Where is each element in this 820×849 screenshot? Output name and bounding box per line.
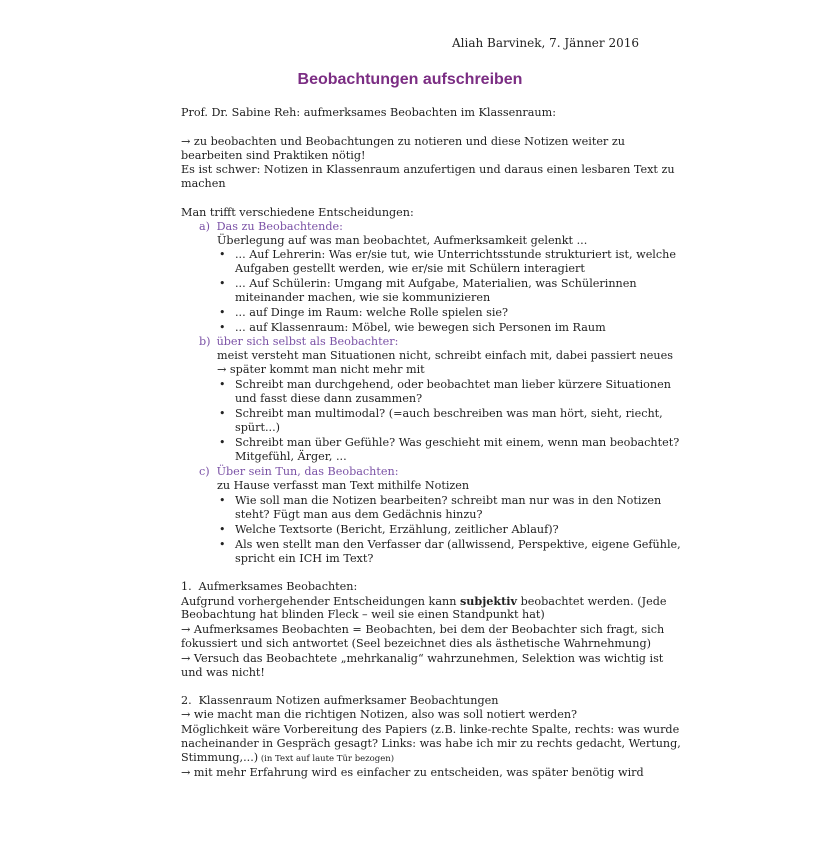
list-item: Welche Textsorte (Bericht, Erzählung, zeitlicher Ablauf)?: [235, 523, 559, 536]
list-item-cont: spricht ein ICH im Text?: [235, 552, 374, 565]
list-item: Schreibt man durchgehend, oder beobachtet man lieber kürzere Situationen: [235, 378, 671, 391]
paragraph-line: Es ist schwer: Notizen in Klassenraum anzufertigen und daraus einen lesbaren Text zu: [181, 163, 675, 176]
bullet-icon: •: [219, 538, 226, 551]
bullet-icon: •: [219, 523, 226, 536]
number-marker: 1.: [181, 580, 192, 593]
list-item-cont: Mitgefühl, Ärger, ...: [235, 450, 347, 463]
emphasis-text: subjektiv: [459, 594, 518, 608]
list-item-cont: Aufgaben gestellt werden, wie er/sie mit Schülern interagiert: [235, 262, 585, 275]
list-item-cont: miteinander machen, wie sie kommunizieren: [235, 291, 491, 304]
bullet-icon: •: [219, 407, 226, 420]
decisions-heading: Man trifft verschiedene Entscheidungen:: [181, 206, 414, 219]
numbered-heading-text: Aufmerksames Beobachten:: [198, 580, 358, 593]
section-marker: a): [199, 220, 211, 233]
number-marker: 2.: [181, 694, 192, 707]
bullet-icon: •: [219, 321, 226, 334]
numbered-heading-2: [181, 694, 498, 708]
bullet-icon: •: [219, 378, 226, 391]
paragraph-line: [181, 751, 394, 766]
author-date: Aliah Barvinek, 7. Jänner 2016: [452, 36, 639, 50]
list-item: Wie soll man die Notizen bearbeiten? schreibt man nur was in den Notizen: [235, 494, 662, 507]
list-item: Als wen stellt man den Verfasser dar (allwissend, Perspektive, eigene Gefühle,: [235, 538, 681, 551]
list-item: Schreibt man multimodal? (=auch beschreiben was man hört, sieht, riecht,: [235, 407, 663, 420]
list-item: ... auf Dinge im Raum: welche Rolle spielen sie?: [235, 306, 509, 319]
list-item: ... auf Klassenraum: Möbel, wie bewegen sich Personen im Raum: [235, 321, 606, 334]
paragraph-line: Beobachtung hat blinden Fleck – weil sie einen Standpunkt hat): [181, 608, 545, 621]
section-heading-text: Über sein Tun, das Beobachten:: [216, 465, 399, 478]
paragraph-line: → Aufmerksames Beobachten = Beobachten, bei dem der Beobachter sich fragt, sich: [181, 623, 665, 636]
bullet-icon: •: [219, 277, 226, 290]
bullet-icon: •: [219, 494, 226, 507]
section-b-heading: [199, 335, 398, 349]
intro-line: Prof. Dr. Sabine Reh: aufmerksames Beobachten im Klassenraum:: [181, 106, 557, 119]
list-item-cont: und fasst diese dann zusammen?: [235, 392, 423, 405]
text-span: Stimmung,...): [181, 751, 259, 764]
paragraph-line: → wie macht man die richtigen Notizen, also was soll notiert werden?: [181, 708, 578, 721]
paragraph-line: Möglichkeit wäre Vorbereitung des Papiers (z.B. linke-rechte Spalte, rechts: was wurde: [181, 723, 680, 736]
section-b-arrow: → später kommt man nicht mehr mit: [217, 363, 425, 376]
paragraph-line: und was nicht!: [181, 666, 265, 679]
bullet-icon: •: [219, 306, 226, 319]
paragraph-line: → Versuch das Beobachtete „mehrkanalig“ wahrzunehmen, Selektion was wichtig ist: [181, 652, 664, 665]
section-c-intro: zu Hause verfasst man Text mithilfe Notizen: [217, 479, 470, 492]
paragraph-line: fokussiert und sich antwortet (Seel bezeichnet dies als ästhetische Wahrnehmung): [181, 637, 651, 650]
bullet-icon: •: [219, 248, 226, 261]
text-span: beobachtet werden. (Jede: [517, 595, 667, 608]
section-c-heading: [199, 465, 398, 479]
list-item-cont: spürt...): [235, 421, 280, 434]
bullet-icon: •: [219, 436, 226, 449]
paragraph-line: [181, 594, 667, 609]
section-heading-text: über sich selbst als Beobachter:: [216, 335, 399, 348]
list-item: ... Auf Lehrerin: Was er/sie tut, wie Unterrichtsstunde strukturiert ist, welche: [235, 248, 676, 261]
paragraph-line: bearbeiten sind Praktiken nötig!: [181, 149, 366, 162]
paragraph-line: → zu beobachten und Beobachtungen zu notieren und diese Notizen weiter zu: [181, 135, 625, 148]
page-title: Beobachtungen aufschreiben: [297, 71, 523, 88]
small-note: (in Text auf laute Tür bezogen): [258, 754, 395, 764]
list-item: Schreibt man über Gefühle? Was geschieht mit einem, wenn man beobachtet?: [235, 436, 680, 449]
paragraph-line: nacheinander in Gespräch gesagt? Links: was habe ich mir zu rechts gedacht, Wertung,: [181, 737, 681, 750]
section-marker: b): [199, 335, 211, 348]
section-a-intro: Überlegung auf was man beobachtet, Aufmerksamkeit gelenkt ...: [217, 234, 588, 247]
text-span: Aufgrund vorhergehender Entscheidungen kann: [181, 595, 460, 608]
list-item-cont: steht? Fügt man aus dem Gedächnis hinzu?: [235, 508, 483, 521]
section-b-intro: meist versteht man Situationen nicht, schreibt einfach mit, dabei passiert neues: [217, 349, 673, 362]
numbered-heading-1: [181, 580, 357, 594]
section-heading-text: Das zu Beobachtende:: [216, 220, 343, 233]
list-item: ... Auf Schülerin: Umgang mit Aufgabe, Materialien, was Schülerinnen: [235, 277, 637, 290]
section-marker: c): [199, 465, 210, 478]
paragraph-line: → mit mehr Erfahrung wird es einfacher zu entscheiden, was später benötig wird: [181, 766, 644, 779]
numbered-heading-text: Klassenraum Notizen aufmerksamer Beobachtungen: [198, 694, 499, 707]
section-a-heading: [199, 220, 343, 234]
paragraph-line: machen: [181, 177, 226, 190]
